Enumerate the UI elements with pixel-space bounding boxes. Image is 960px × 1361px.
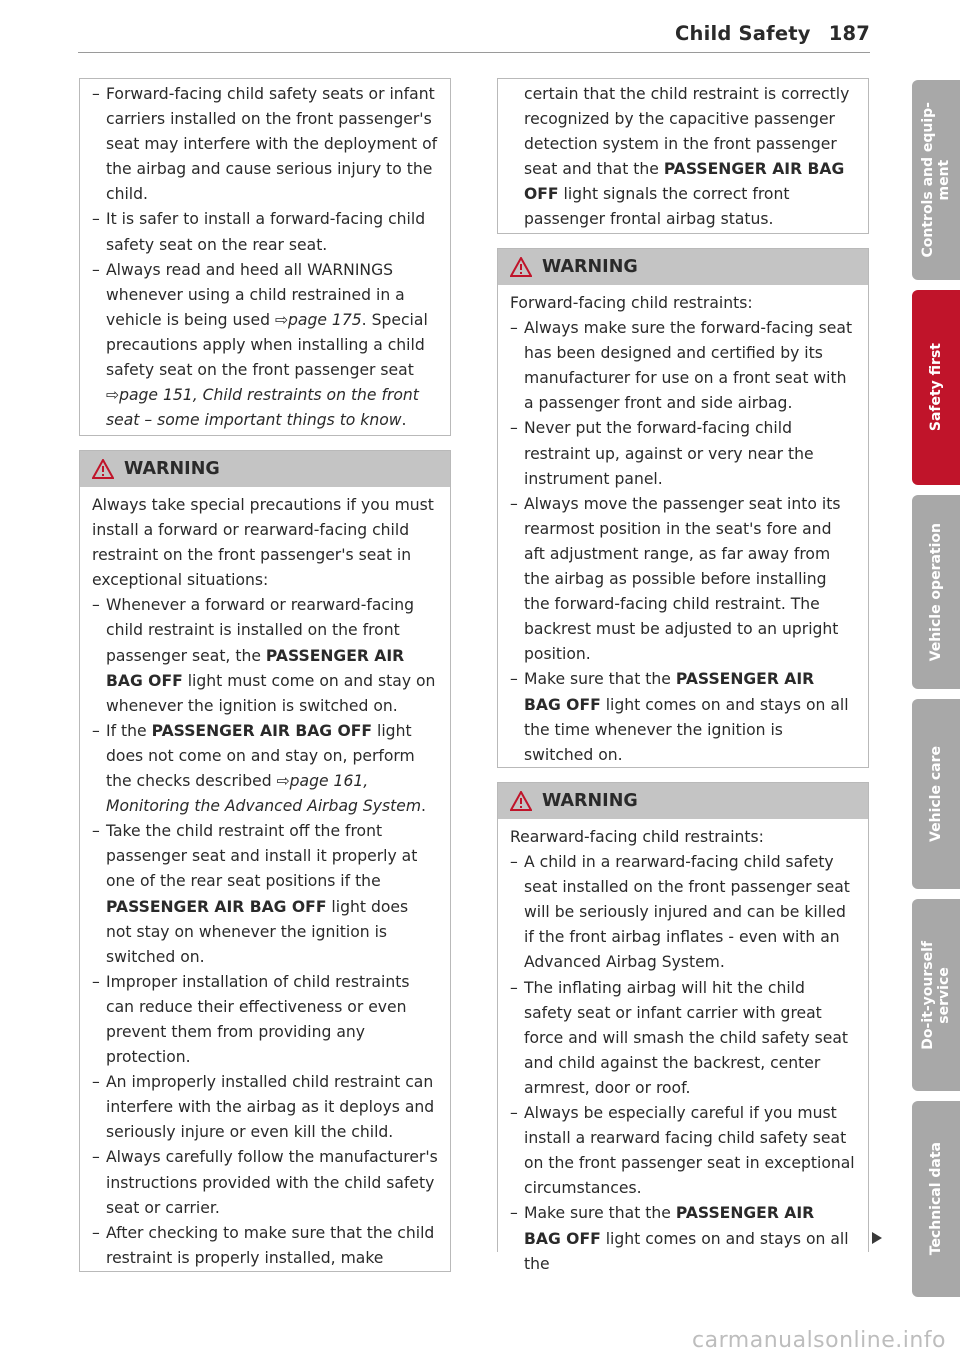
list-item: – After checking to make sure that the child restraint is properly installed, make [80,1221,438,1271]
section-title: Child Safety [675,22,811,45]
list-item: – Always read and heed all WARNINGS whenever using a child restrained in a vehicle is being used ⇨page 175. Special precautions apply when installing a child safety seat on the front passenger seat ⇨page 151, Child restraints on the front seat – some important things to know. [80,258,438,434]
list-item: – Always make sure the forward-facing seat has been designed and certified by its manufacturer for use on a front seat with a passenger front and side airbag. [498,316,856,416]
tab-vehicle-care[interactable]: Vehicle care [912,699,960,889]
list-item: – If the PASSENGER AIR BAG OFF light does not come on and stay on, perform the checks described ⇨page 161, Monitoring the Advanced Airbag System. [80,719,438,819]
list-item: – Whenever a forward or rearward-facing child restraint is installed on the front passenger seat, the PASSENGER AIR BAG OFF light must come on and stay on whenever the ignition is switched on. [80,593,438,718]
page-reference-link[interactable]: ⇨page 151, Child restraints on the front seat – some important things to know [106,386,419,430]
warning-header [498,783,868,819]
continued-paragraph: certain that the child restraint is correctly recognized by the capacitive passenger detection system in the front passenger seat and that the PASSENGER AIR BAG OFF light signals the correct front passenger frontal airbag status. [524,85,850,229]
list-item: – Make sure that the PASSENGER AIR BAG OFF light comes on and stays on all the time whenever the ignition is switched on. [498,667,856,767]
page-reference-link[interactable]: ⇨page 175 [274,310,362,329]
page-number: 187 [828,22,870,45]
list-item: – Always carefully follow the manufacturer's instructions provided with the child safety seat or carrier. [80,1145,438,1220]
header-divider [78,52,870,53]
warning-title: WARNING [124,459,220,479]
warning-header [498,249,868,285]
page-reference-link[interactable]: ⇨page 161, Monitoring the Advanced Airbag System [106,772,422,816]
warning-intro: Always take special precautions if you must install a forward or rearward-facing child restraint on the front passenger's seat in exceptional situations: [92,496,434,590]
continue-arrow-icon [870,1231,884,1249]
list-item: – A child in a rearward-facing child safety seat installed on the front passenger seat will be seriously injured and can be killed if the front airbag inflates - even with an Advanced Airbag System. [498,850,856,975]
list-item: – Always move the passenger seat into its rearmost position in the seat's fore and aft adjustment range, as far away from the airbag as possible before installing the forward-facing child restraint. The backrest must be adjusted to an upright position. [498,492,856,668]
right-continued-text [497,78,869,234]
list-item: – Improper installation of child restraints can reduce their effectiveness or even prevent them from providing any protection. [80,970,438,1070]
list-item: – It is safer to install a forward-facing child safety seat on the rear seat. [80,207,438,257]
warning-title: WARNING [542,257,638,277]
warning-triangle-icon [510,791,532,811]
warning-box-2 [497,248,869,768]
list-item: – Take the child restraint off the front passenger seat and install it properly at one of the rear seat positions if the PASSENGER AIR BAG OFF light does not stay on whenever the ignition is switched on. [80,819,438,970]
list-item: – Always be especially careful if you must install a rearward facing child safety seat on the front passenger seat in exceptional circumstances. [498,1101,856,1201]
tab-technical-data[interactable]: Technical data [912,1101,960,1297]
list-item: – Forward-facing child safety seats or infant carriers installed on the front passenger's seat may interfere with the deployment of the airbag and cause serious injury to the child. [80,82,438,207]
warning-triangle-icon [510,257,532,277]
list-item: – Never put the forward-facing child restraint up, against or very near the instrument panel. [498,416,856,491]
warning-triangle-icon [92,459,114,479]
page-header [675,22,870,45]
list-item: – Make sure that the PASSENGER AIR BAG OFF light comes on and stays on all the [498,1201,856,1276]
warning-intro: Forward-facing child restraints: [510,294,753,312]
tab-safety-first[interactable]: Safety first [912,290,960,485]
warning-intro: Rearward-facing child restraints: [510,828,764,846]
warning-box-1 [79,450,451,1272]
tab-do-it-yourself-service[interactable]: Do-it-yourself service [912,899,960,1091]
warning-title: WARNING [542,791,638,811]
warning-header [80,451,450,487]
list-item: – The inflating airbag will hit the child safety seat or infant carrier with great force and will smash the child safety seat and child against the backrest, center armrest, door or roof. [498,976,856,1101]
tab-controls-and-equipment[interactable]: Controls and equip- ment [912,80,960,280]
tab-vehicle-operation[interactable]: Vehicle operation [912,495,960,689]
warning-box-3 [497,782,869,1273]
watermark: carmanualsonline.info [692,1328,946,1353]
list-item: – An improperly installed child restraint can interfere with the airbag as it deploys and seriously injure or even kill the child. [80,1070,438,1145]
left-continued-list [79,78,451,436]
